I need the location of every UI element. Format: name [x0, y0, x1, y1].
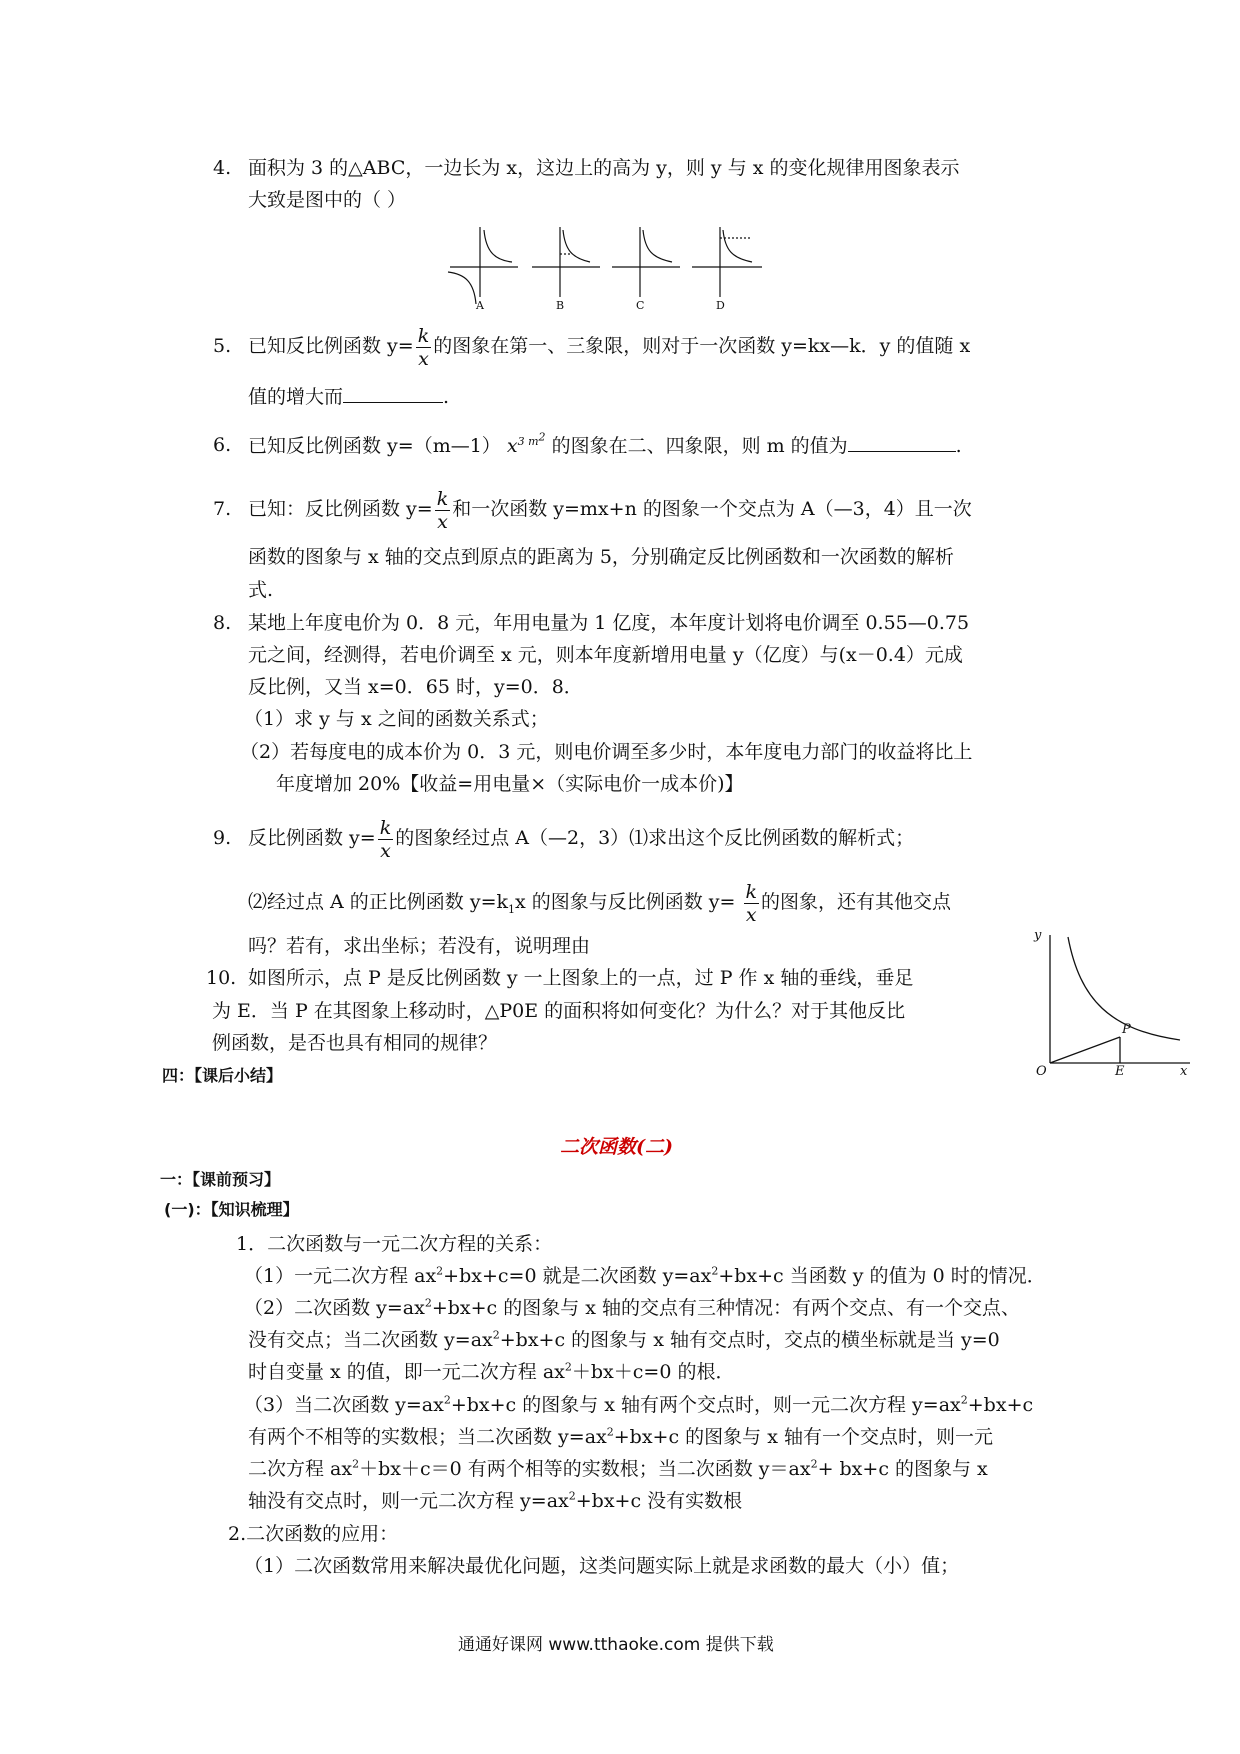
summary-heading: 四：【课后小结】 — [162, 1066, 283, 1085]
k1-p2-l3a: 时自变量 x 的值，即一元二次方程 ax — [248, 1361, 565, 1383]
q8-line1: 某地上年度电价为 0．8 元，年用电量为 1 亿度，本年度计划将电价调至 0.55—0.75 — [248, 612, 970, 634]
q7-post: 和一次函数 y=mx+n 的图象一个交点为 A（—3，4）且一次 — [452, 498, 972, 520]
sq: 2 — [606, 1425, 614, 1439]
q8-sub1: （1）求 y 与 x 之间的函数关系式； — [244, 708, 549, 730]
knowledge-heading: (一)：【知识梳理】 — [164, 1200, 299, 1219]
q7-line3: 式. — [248, 579, 274, 601]
sq: 2 — [352, 1457, 360, 1471]
k2-title: 2.二次函数的应用： — [228, 1523, 399, 1545]
k1-p1-a: （1）一元二次方程 ax — [244, 1265, 437, 1287]
sq: 2 — [810, 1457, 818, 1471]
sq: 2 — [424, 1296, 432, 1310]
q9-line2-mid: x 的图象与反比例函数 y= — [515, 891, 736, 913]
k1-p1-c: +bx+c 当函数 y 的值为 0 时的情况． — [718, 1265, 1046, 1287]
k1-p2-line3 — [248, 1360, 734, 1384]
q5-pre: 已知反比例函数 y= — [248, 335, 414, 357]
q9-frac-denominator: x — [380, 839, 391, 862]
k1-p2-a: （2）二次函数 y=ax — [244, 1297, 425, 1319]
q9-frac2-numerator: k — [745, 880, 758, 903]
q8-line2: 元之间，经测得，若电价调至 x 元，则本年度新增用电量 y（亿度）与(x－0.4）元成 — [248, 644, 963, 666]
q9-line2-pre: ⑵经过点 A 的正比例函数 y=k — [248, 891, 509, 913]
graph-d — [692, 227, 762, 297]
q7-line2: 函数的图象与 x 轴的交点到原点的距离为 5，分别确定反比例函数和一次函数的解析 — [248, 546, 954, 568]
graph-a — [448, 227, 518, 304]
q8-line3: 反比例，又当 x=0．65 时，y=0．8． — [248, 676, 583, 698]
q6-end: . — [955, 435, 962, 457]
k1-p2-line2 — [248, 1328, 1000, 1352]
q6-line — [248, 430, 962, 458]
graph-b — [532, 227, 600, 297]
k1-p3 — [244, 1393, 1033, 1417]
q4-graph-options — [440, 222, 780, 312]
k1-p3-line4 — [248, 1489, 742, 1513]
sq: 2 — [711, 1264, 719, 1278]
q10-figure — [1030, 925, 1200, 1075]
q10-fig-e-label: E — [1115, 1064, 1125, 1075]
q6-power-expression: $x^{3 m^2}$ — [506, 430, 546, 457]
q5-frac-denominator: x — [418, 347, 429, 370]
q9-line2-subscript: 1 — [508, 902, 516, 916]
q10-line2: 为 E．当 P 在其图象上移动时，△P0E 的面积将如何变化？为什么？对于其他反比 — [212, 1000, 906, 1022]
preview-heading: 一：【课前预习】 — [160, 1170, 281, 1189]
k1-p2 — [244, 1296, 1020, 1320]
k1-p2-l2a: 没有交点；当二次函数 y=ax — [248, 1329, 493, 1351]
q10-fig-o-label: O — [1036, 1064, 1047, 1075]
q5-post: 的图象在第一、三象限，则对于一次函数 y=kx—k．y 的值随 x — [433, 335, 971, 357]
q7-fraction — [435, 488, 451, 533]
q9-pre: 反比例函数 y= — [248, 827, 376, 849]
k1-p3-l3a: 二次方程 ax — [248, 1458, 353, 1480]
k1-p3-l2b: +bx+c 的图象与 x 轴有一个交点时，则一元 — [613, 1426, 993, 1448]
q6-post: 的图象在二、四象限，则 m 的值为 — [551, 435, 848, 457]
section-title: 二次函数(二) — [560, 1136, 673, 1158]
k1-p3-l3c: + bx+c 的图象与 x — [817, 1458, 988, 1480]
q5-line2 — [248, 384, 449, 409]
q5-line2-end: . — [443, 386, 450, 408]
k1-title: 1．二次函数与一元二次方程的关系： — [236, 1233, 553, 1255]
q8-sub2b: 年度增加 20%【收益=用电量×（实际电价一成本价)】 — [276, 773, 744, 795]
sq: 2 — [492, 1328, 500, 1342]
q9-fraction-2 — [744, 881, 760, 926]
q4-line2: 大致是图中的（ ） — [248, 189, 407, 211]
q5-fraction — [416, 325, 432, 370]
graph-c-label: C — [636, 299, 645, 312]
k1-p3-line3 — [248, 1457, 988, 1481]
q7-pre: 已知：反比例函数 y= — [248, 498, 433, 520]
q5-line1 — [248, 316, 970, 376]
q9-post: 的图象经过点 A（—2，3）⑴求出这个反比例函数的解析式； — [395, 827, 915, 849]
q7-frac-numerator: k — [436, 487, 449, 510]
k1-p2-l2b: +bx+c 的图象与 x 轴有交点时，交点的横坐标就是当 y=0 — [499, 1329, 1000, 1351]
q6-pre: 已知反比例函数 y=（m—1） — [248, 435, 501, 457]
q7-line1 — [248, 479, 972, 539]
k1-p2-l3b: ＋bx＋c=0 的根． — [571, 1361, 735, 1383]
q9-frac-numerator: k — [379, 816, 392, 839]
q9-line1 — [248, 808, 914, 868]
q5-answer-blank[interactable] — [343, 384, 443, 403]
k2-p1: （1）二次函数常用来解决最优化问题，这类问题实际上就是求函数的最大（小）值； — [244, 1555, 960, 1577]
q4-number: 4. — [213, 157, 232, 179]
page-footer[interactable]: 通通好课网 www.tthaoke.com 提供下载 — [458, 1635, 774, 1655]
graph-a-label: A — [476, 299, 484, 312]
sq: 2 — [960, 1393, 968, 1407]
k1-p3-l2a: 有两个不相等的实数根；当二次函数 y=ax — [248, 1426, 607, 1448]
q8-sub2: （2）若每度电的成本价为 0．3 元，则电价调至多少时，本年度电力部门的收益将比上 — [240, 741, 973, 763]
sq: 2 — [568, 1489, 576, 1503]
q10-fig-x-label: x — [1180, 1064, 1188, 1075]
q9-frac2-denominator: x — [745, 903, 757, 926]
q8-number: 8. — [213, 612, 232, 634]
q10-fig-p-label: P — [1122, 1022, 1131, 1037]
k1-p3-l4a: 轴没有交点时，则一元二次方程 y=ax — [248, 1490, 569, 1512]
graph-c — [612, 227, 680, 297]
k1-p1 — [244, 1264, 1046, 1288]
q10-fig-y-label: y — [1034, 928, 1042, 943]
q5-line2-text: 值的增大而 — [248, 386, 344, 408]
k1-p3-a: （3）当二次函数 y=ax — [244, 1394, 444, 1416]
k1-p3-c: +bx+c — [967, 1394, 1034, 1416]
q6-answer-blank[interactable] — [848, 433, 956, 452]
k1-p3-l3b: ＋bx＋c＝0 有两个相等的实数根；当二次函数 y＝ax — [359, 1458, 811, 1480]
k1-p3-b: +bx+c 的图象与 x 轴有两个交点时，则一元二次方程 y=ax — [450, 1394, 961, 1416]
q5-number: 5. — [213, 335, 232, 357]
q9-number: 9. — [213, 827, 232, 849]
q7-number: 7. — [213, 498, 232, 520]
sq: 2 — [443, 1393, 451, 1407]
q10-line1: 如图所示，点 P 是反比例函数 y 一上图象上的一点，过 P 作 x 轴的垂线，垂足 — [248, 967, 914, 989]
q7-frac-denominator: x — [437, 510, 448, 533]
q4-line1: 面积为 3 的△ABC，一边长为 x，这边上的高为 y，则 y 与 x 的变化规律用图象表示 — [248, 157, 960, 179]
k1-p1-b: +bx+c=0 就是二次函数 y=ax — [443, 1265, 712, 1287]
q9-line3: 吗？若有，求出坐标；若没有，说明理由 — [248, 935, 591, 957]
q9-line2 — [248, 872, 951, 932]
sq: 2 — [564, 1360, 572, 1374]
q9-fraction — [378, 817, 394, 862]
q10-line3: 例函数，是否也具有相同的规律？ — [212, 1032, 498, 1054]
q5-frac-numerator: k — [417, 324, 430, 347]
graph-d-label: D — [716, 299, 725, 312]
q6-number: 6. — [213, 434, 232, 456]
q10-number: 10. — [206, 967, 237, 989]
k1-p2-b: +bx+c 的图象与 x 轴的交点有三种情况：有两个交点、有一个交点、 — [431, 1297, 1021, 1319]
k1-p3-line2 — [248, 1425, 993, 1449]
k1-p3-l4b: +bx+c 没有实数根 — [575, 1490, 743, 1512]
sq: 2 — [436, 1264, 444, 1278]
graph-b-label: B — [556, 299, 565, 312]
q9-line2-post: 的图象，还有其他交点 — [761, 891, 952, 913]
